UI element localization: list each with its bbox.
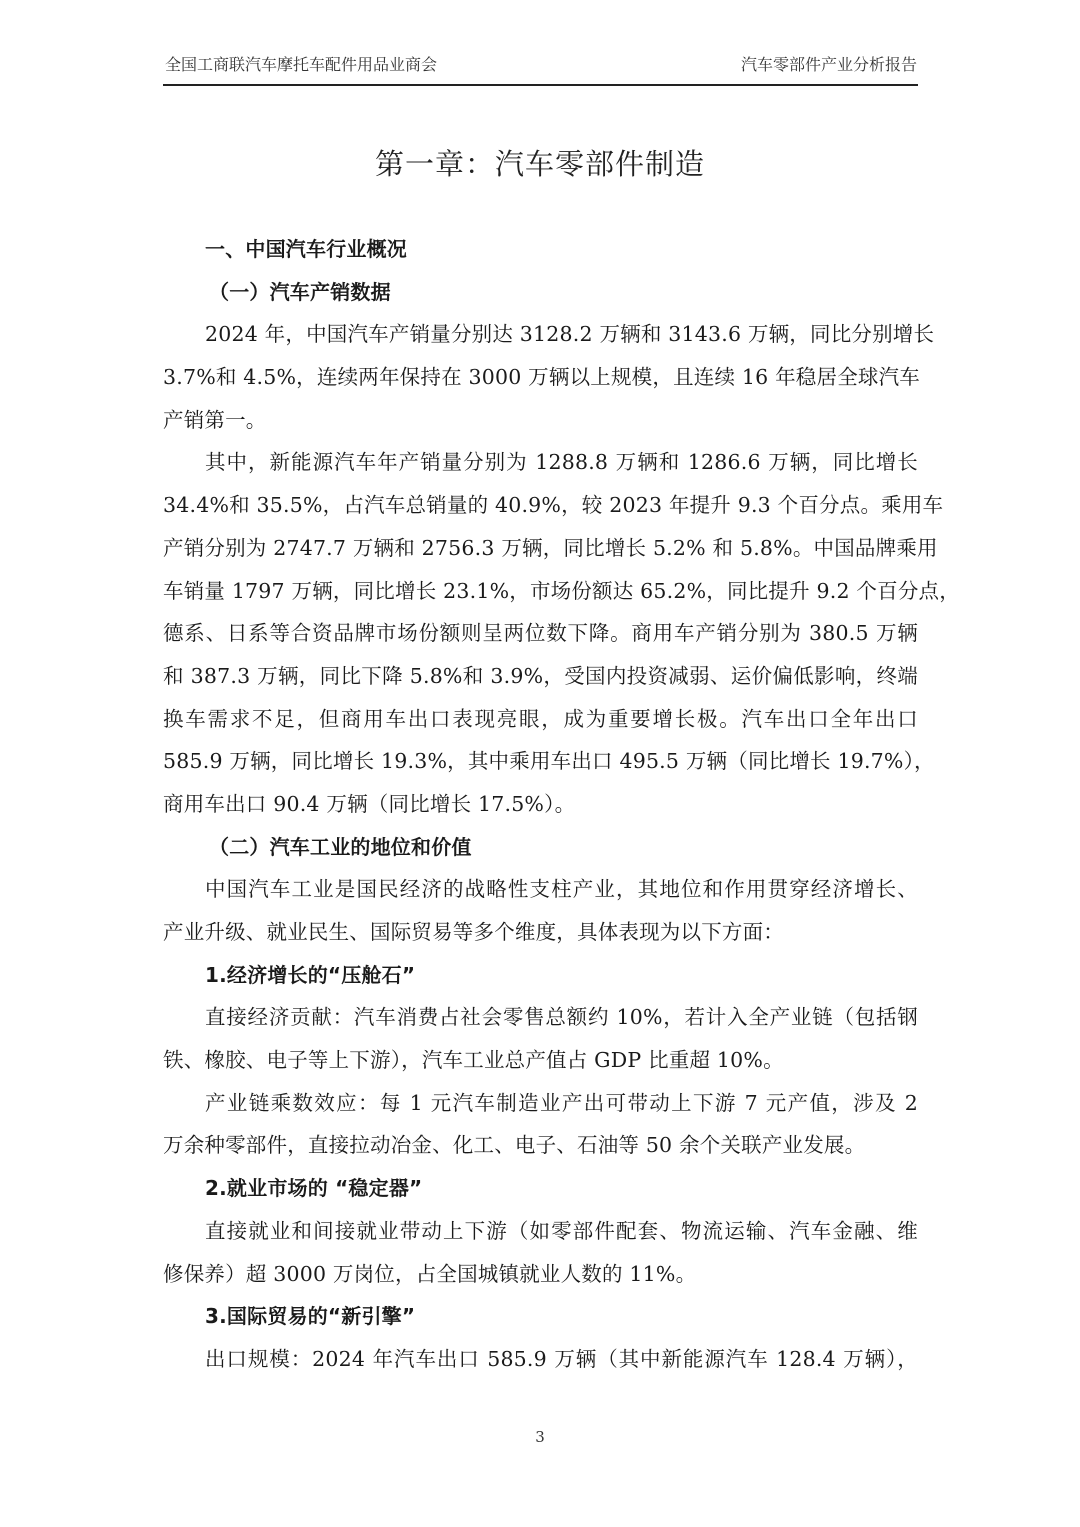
paragraph-line: 商用车出口 90.4 万辆（同比增长 17.5%）。 [163,791,576,816]
chapter-title: 第一章：汽车零部件制造 [374,147,705,181]
page-header [163,52,917,78]
paragraph-line: 出口规模：2024 年汽车出口 585.9 万辆（其中新能源汽车 128.4 万辆）， [205,1346,918,1371]
paragraph-line: 2024 年，中国汽车产销量分别达 3128.2 万辆和 3143.6 万辆，同比分别增长 [205,322,935,347]
point-heading: 1.经济增长的“压舱石” [205,962,416,987]
paragraph-line: 585.9 万辆，同比增长 19.3%，其中乘用车出口 495.5 万辆（同比增长 19.7%）， [163,749,935,774]
page-number: 3 [535,1428,545,1446]
paragraph-line: 34.4%和 35.5%，占汽车总销量的 40.9%，较 2023 年提升 9.3 个百分点。乘用车 [163,493,944,518]
paragraph-line: 其中，新能源汽车年产销量分别为 1288.8 万辆和 1286.6 万辆，同比增长 [205,450,918,475]
header-divider [163,84,918,86]
paragraph-line: 铁、橡胶、电子等上下游），汽车工业总产值占 GDP 比重超 10%。 [163,1048,784,1073]
subsection-heading: （二）汽车工业的地位和价值 [209,834,472,859]
paragraph-line: 直接就业和间接就业带动上下游（如零部件配套、物流运输、汽车金融、维 [205,1218,918,1243]
paragraph-line: 车销量 1797 万辆，同比增长 23.1%，市场份额达 65.2%，同比提升 9.2 个百分点， [163,578,960,603]
paragraph-line: 和 387.3 万辆，同比下降 5.8%和 3.9%，受国内投资减弱、运价偏低影响，终端 [163,663,918,688]
paragraph-line: 产业升级、就业民生、国际贸易等多个维度，具体表现为以下方面： [163,920,784,944]
paragraph-line: 德系、日系等合资品牌市场份额则呈两位数下降。商用车产销分别为 380.5 万辆 [163,621,918,646]
section-heading: 一、中国汽车行业概况 [205,237,407,261]
header-organization: 全国工商联汽车摩托车配件用品业商会 [165,55,438,74]
paragraph-line: 中国汽车工业是国民经济的战略性支柱产业，其地位和作用贯穿经济增长、 [205,877,918,902]
paragraph-line: 换车需求不足，但商用车出口表现亮眼，成为重要增长极。汽车出口全年出口 [163,706,918,731]
paragraph-line: 产销分别为 2747.7 万辆和 2756.3 万辆，同比增长 5.2% 和 5.8%。中国品牌乘用 [163,535,938,560]
paragraph-line: 产销第一。 [163,407,267,432]
paragraph-line: 直接经济贡献：汽车消费占社会零售总额约 10%，若计入全产业链（包括钢 [205,1005,918,1030]
document-body [163,228,960,1381]
subsection-heading: （一）汽车产销数据 [209,279,391,304]
point-heading: 2.就业市场的 “稳定器” [205,1176,423,1201]
paragraph-line: 3.7%和 4.5%，连续两年保持在 3000 万辆以上规模，且连续 16 年稳居全球汽车 [163,365,920,390]
paragraph-line: 修保养）超 3000 万岗位，占全国城镇就业人数的 11%。 [163,1261,697,1286]
paragraph-line: 万余种零部件，直接拉动冶金、化工、电子、石油等 50 余个关联产业发展。 [163,1133,866,1158]
header-report-title: 汽车零部件产业分析报告 [740,55,917,74]
point-heading: 3.国际贸易的“新引擎” [205,1304,416,1329]
paragraph-line: 产业链乘数效应：每 1 元汽车制造业产出可带动上下游 7 元产值，涉及 2 [205,1090,918,1115]
